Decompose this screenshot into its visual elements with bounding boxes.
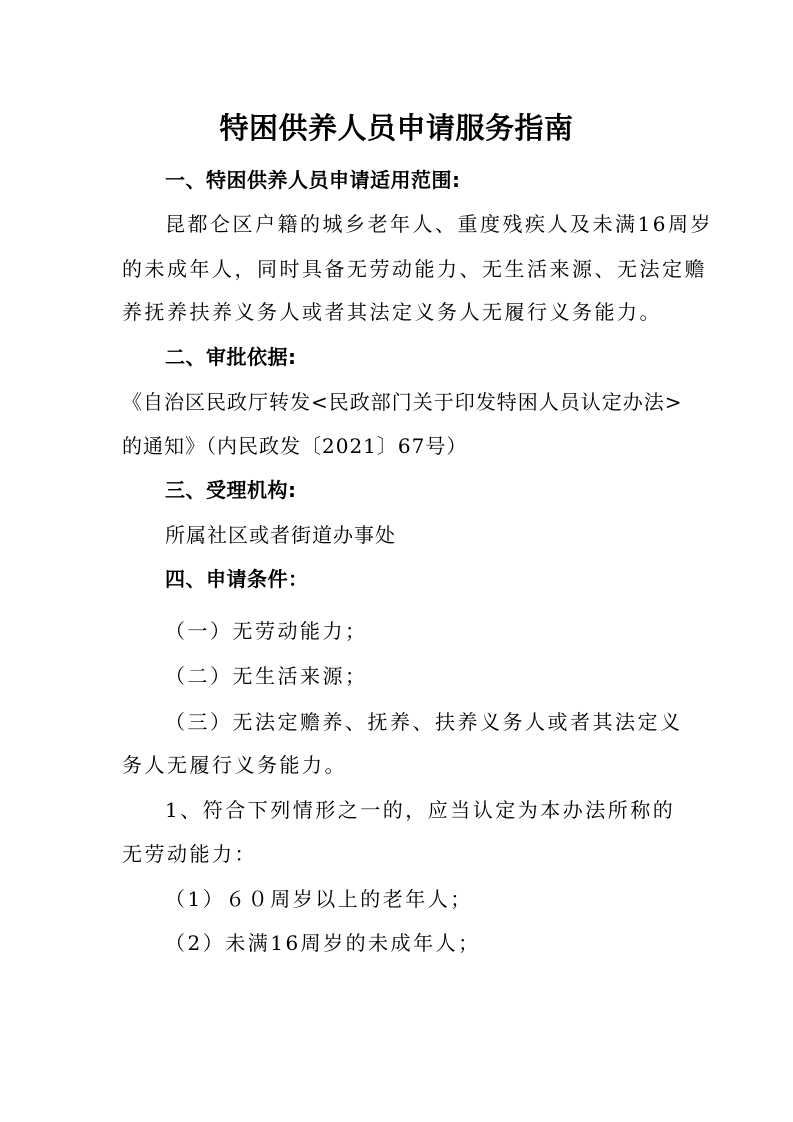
list-item: （1）６０周岁以上的老年人； <box>165 887 473 911</box>
list-item: （一）无劳动能力； <box>165 619 368 643</box>
paragraph-line: 养抚养扶养义务人或者其法定义务人无履行义务能力。 <box>122 300 662 324</box>
list-item: 1、符合下列情形之一的，应当认定为本办法所称的 <box>165 798 676 822</box>
list-item: （三）无法定赡养、抚养、扶养义务人或者其法定义 <box>165 710 683 734</box>
paragraph-line: 《自治区民政厅转发<民政部门关于印发特困人员认定办法> <box>122 390 683 414</box>
section-heading-scope: 一、特困供养人员申请适用范围: <box>165 168 461 192</box>
page-title: 特困供养人员申请服务指南 <box>219 111 574 145</box>
list-item-continuation: 无劳动能力： <box>122 842 257 866</box>
paragraph-line: 所属社区或者街道办事处 <box>165 523 396 547</box>
paragraph-line: 的未成年人，同时具备无劳动能力、无生活来源、无法定赡 <box>122 257 707 281</box>
list-item-continuation: 务人无履行义务能力。 <box>122 753 347 777</box>
section-heading-agency: 三、受理机构: <box>165 478 297 502</box>
list-item: （二）无生活来源； <box>165 664 368 688</box>
section-heading-basis: 二、审批依据: <box>165 345 297 369</box>
list-item: （2）未满16周岁的未成年人； <box>165 931 481 955</box>
paragraph-line: 的通知》（内民政发〔2021〕67号） <box>122 434 468 458</box>
paragraph-line: 昆都仑区户籍的城乡老年人、重度残疾人及未满16周岁 <box>165 212 713 236</box>
section-heading-conditions: 四、申请条件： <box>165 567 309 591</box>
